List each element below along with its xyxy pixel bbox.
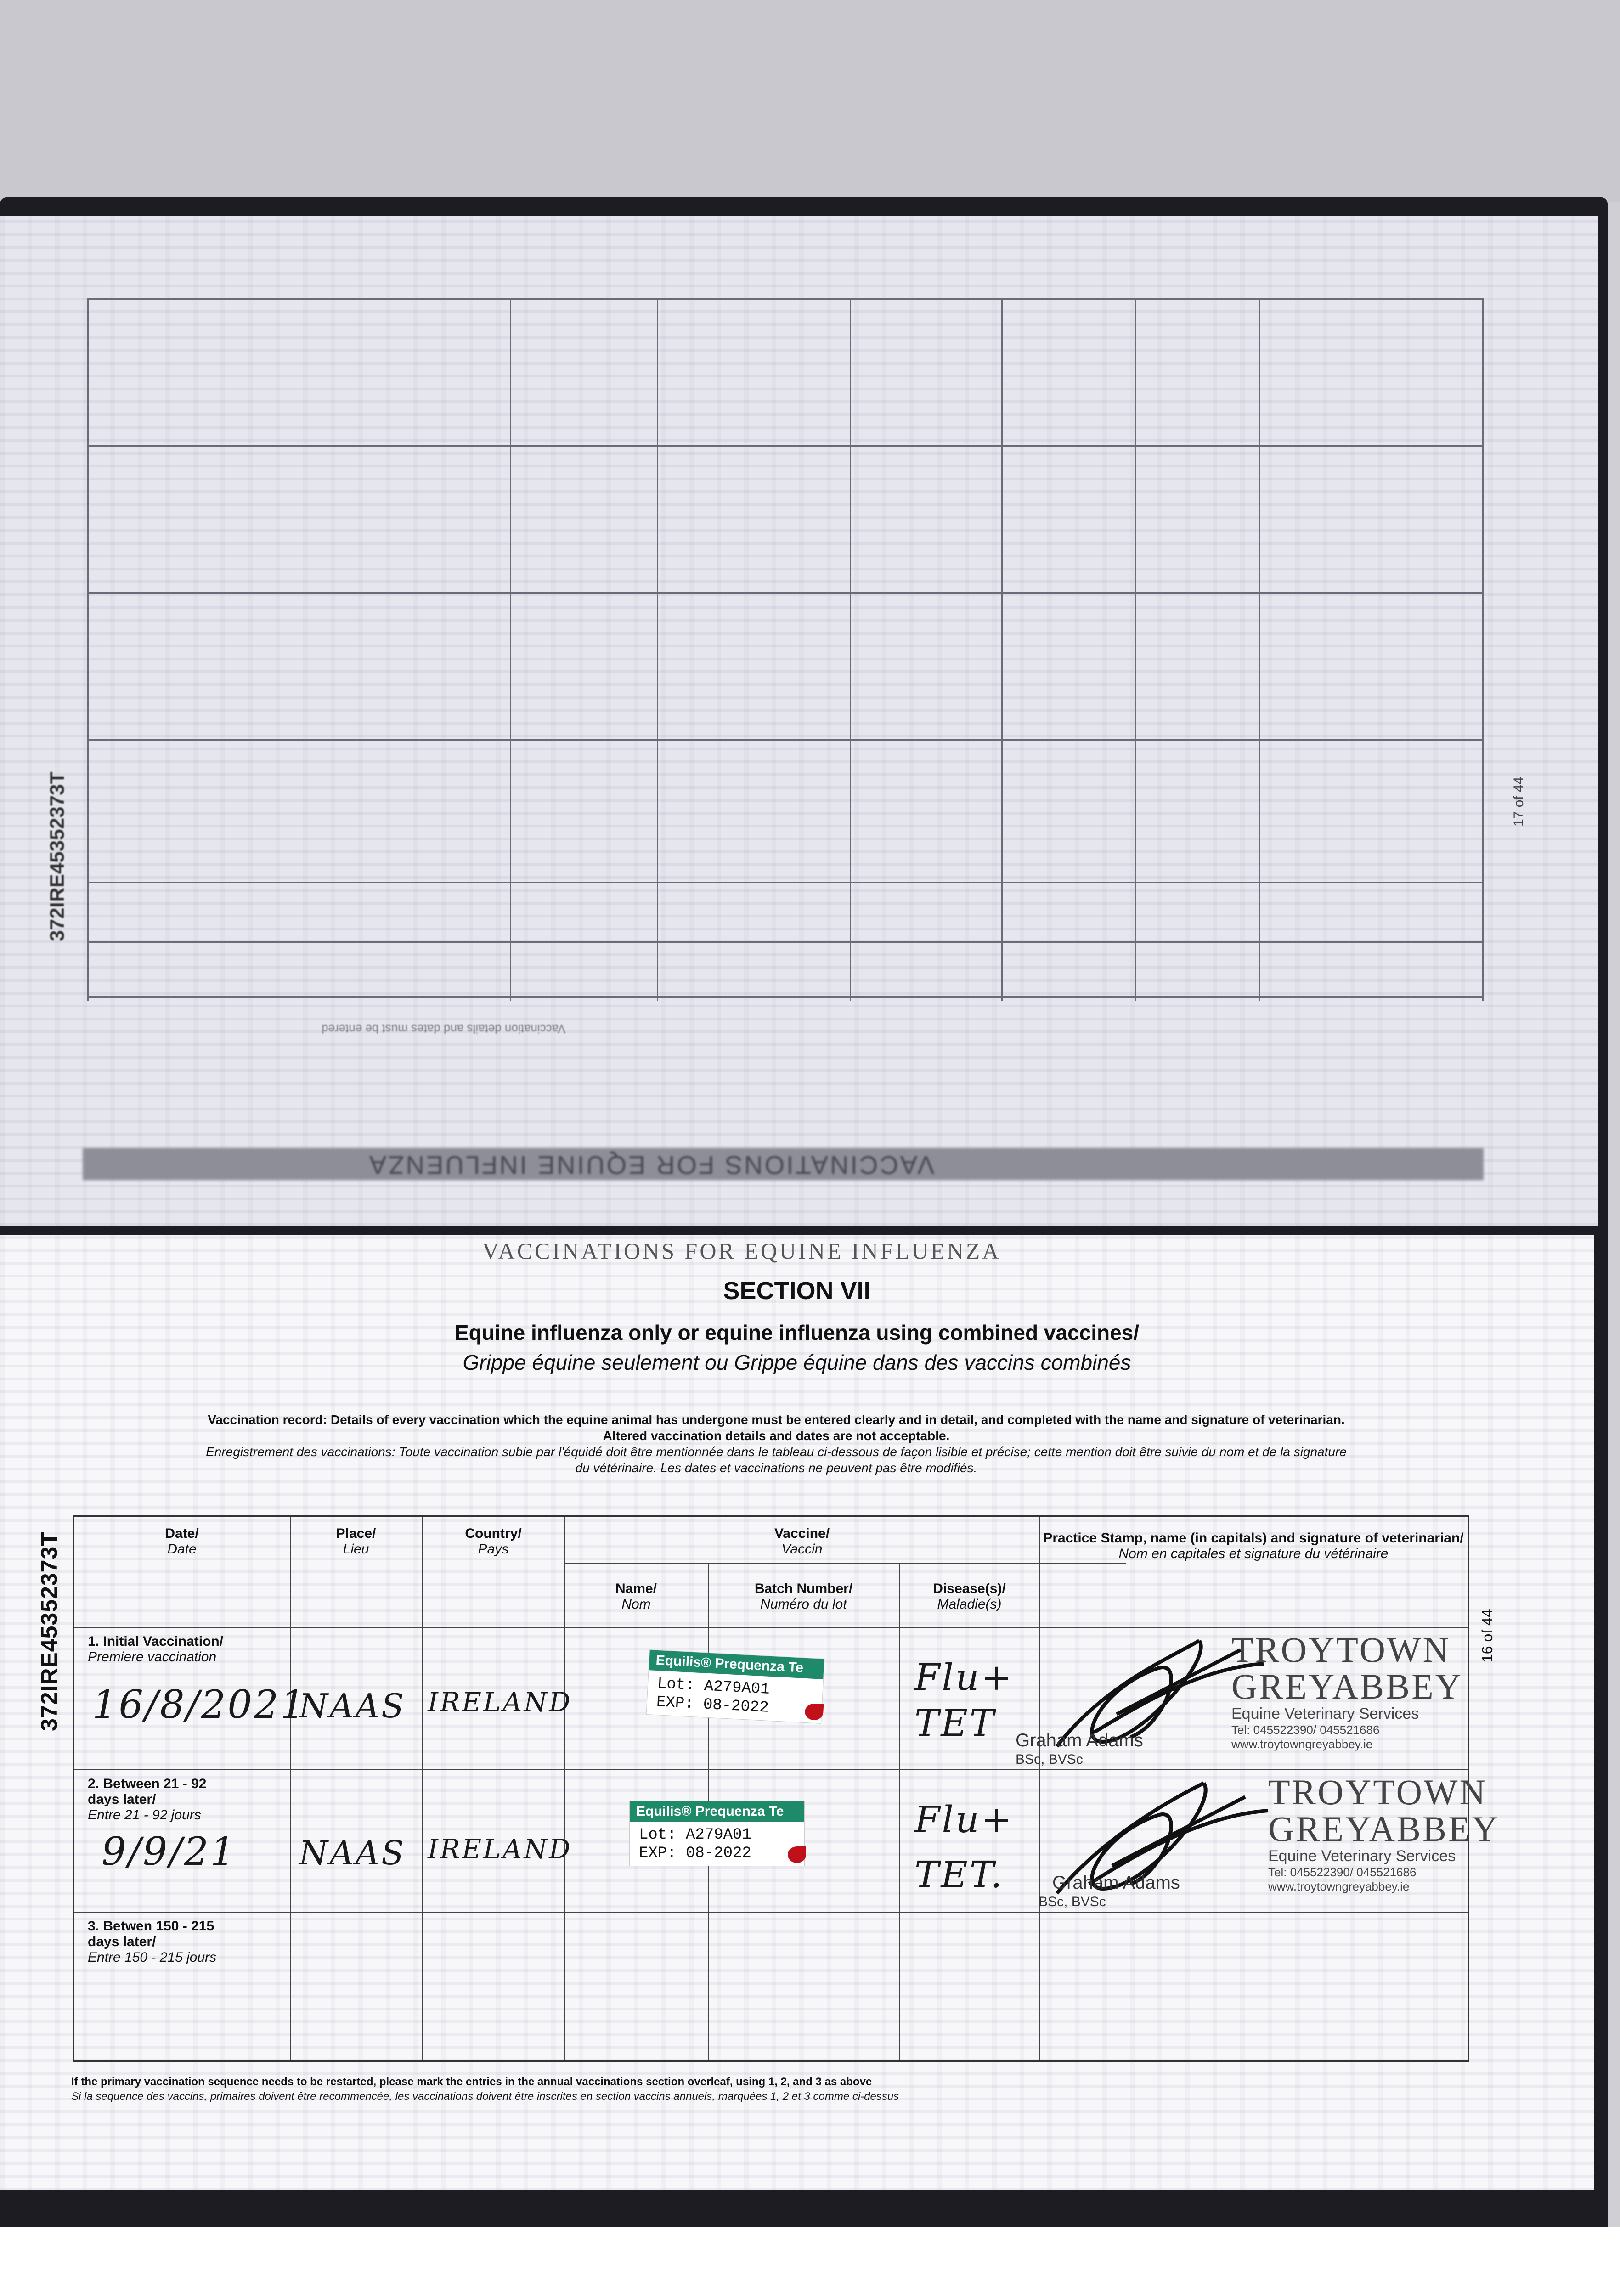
sticker-red-tab <box>804 1703 824 1721</box>
instructions-en-1: Vaccination record: Details of every vaccination which the equine animal has undergone must be entered clearly and in detail, and completed with the name and signature of veterinarian. <box>208 1412 1345 1427</box>
footer-note-en: If the primary vaccination sequence needs to be restarted, please mark the entries in the annual vaccinations section overleaf, using 1, 2, and 3 as above <box>71 2076 872 2088</box>
sticker-red-tab <box>788 1846 806 1863</box>
header-date: Date/ Date <box>165 1526 199 1557</box>
row-2-vet-name: Graham Adams <box>1052 1873 1180 1893</box>
subtitle-fr: Grippe équine seulement ou Grippe équine dans des vaccins combinés <box>463 1351 1131 1374</box>
row-1-vet-qualifications: BSc, BVSc <box>1016 1752 1083 1767</box>
header-disease: Disease(s)/ Maladie(s) <box>933 1581 1006 1612</box>
sticker-exp: EXP: 08-2022 <box>639 1845 751 1862</box>
row-1-date: 16/8/2021 <box>92 1682 307 1727</box>
mirrored-heading: VACCINATIONS FOR EQUINE INFLUENZA <box>367 1151 935 1180</box>
header-country: Country/ Pays <box>465 1526 522 1557</box>
row-1-disease: Flu+ TET <box>914 1656 1014 1745</box>
instructions-fr-1: Enregistrement des vaccinations: Toute vaccination subie par l'équidé doit être mentionnée dans le tableau ci-dessous de façon lisible et précise; cette mention doit être suivie du nom et de la signature <box>206 1445 1347 1459</box>
row-2-country: IRELAND <box>428 1834 572 1865</box>
section-title: SECTION VII <box>723 1277 871 1305</box>
header-batch: Batch Number/ Numéro du lot <box>754 1581 853 1612</box>
header-stamp: Practice Stamp, name (in capitals) and signature of veterinarian/ Nom en capitales et signature du vétérinaire <box>1043 1531 1464 1561</box>
upper-page-grid <box>87 298 1484 1001</box>
instructions-fr-2: du vétérinaire. Les dates et vaccinations ne peuvent pas être modifiés. <box>575 1461 977 1475</box>
sticker-lot: Lot: A279A01 <box>639 1826 751 1844</box>
row-2-label: 2. Between 21 - 92 days later/ Entre 21 - 92 jours <box>88 1776 207 1823</box>
row-3-label: 3. Betwen 150 - 215 days later/ Entre 150 - 215 jours <box>88 1919 217 1965</box>
row-2-vet-qualifications: BSc, BVSc <box>1039 1894 1106 1909</box>
scanner-background <box>0 0 1620 202</box>
running-head: VACCINATIONS FOR EQUINE INFLUENZA <box>482 1238 1001 1264</box>
row-2-place: NAAS <box>299 1834 406 1872</box>
footer-note-fr: Si la sequence des vaccins, primaires doivent être recommencée, les vaccinations doivent être inscrites en section vaccins annuels, marquées 1, 2 et 3 comme ci-dessus <box>71 2090 899 2103</box>
page-number: 16 of 44 <box>1479 1609 1496 1662</box>
row-1-practice-stamp: TROYTOWN GREYABBEY Equine Veterinary Services Tel: 045522390/ 045521686 www.troytowngreyabbey.ie <box>1231 1630 1463 1751</box>
subtitle-en: Equine influenza only or equine influenza using combined vaccines/ <box>454 1321 1140 1345</box>
header-vaccine-name: Name/ Nom <box>615 1581 657 1612</box>
row-1-label: 1. Initial Vaccination/ Premiere vaccination <box>88 1634 224 1665</box>
sticker-brand: Equilis® Prequenza Te <box>630 1801 804 1822</box>
upper-page <box>0 216 1598 1226</box>
row-1-vet-name: Graham Adams <box>1016 1730 1143 1750</box>
upper-side-id: 372IRE45352373T <box>46 771 68 941</box>
row-2-date: 9/9/21 <box>102 1829 237 1874</box>
row-1-vaccine-sticker <box>647 1650 824 1723</box>
upper-page-number: 17 of 44 <box>1511 777 1526 827</box>
header-vaccine: Vaccine/ Vaccin <box>774 1526 830 1557</box>
header-place: Place/ Lieu <box>336 1526 376 1557</box>
sticker-exp: EXP: 08-2022 <box>655 1694 769 1717</box>
row-2-practice-stamp: TROYTOWN GREYABBEY Equine Veterinary Services Tel: 045522390/ 045521686 www.troytowngreyabbey.ie <box>1268 1772 1500 1893</box>
side-id: 372IRE45352373T <box>36 1531 62 1731</box>
scanner-background-bottom <box>0 2227 1620 2296</box>
mirrored-note: Vaccination details and dates must be entered <box>322 1022 566 1036</box>
instructions-en-2: Altered vaccination details and dates are not acceptable. <box>603 1429 950 1443</box>
row-2-vaccine-sticker <box>630 1801 804 1866</box>
row-2-disease: Flu+ TET. <box>914 1798 1014 1896</box>
row-1-place: NAAS <box>299 1687 406 1725</box>
sticker-lot: Lot: A279A01 <box>657 1675 770 1699</box>
row-1-country: IRELAND <box>428 1687 572 1718</box>
sticker-brand: Equilis® Prequenza Te <box>649 1650 824 1679</box>
